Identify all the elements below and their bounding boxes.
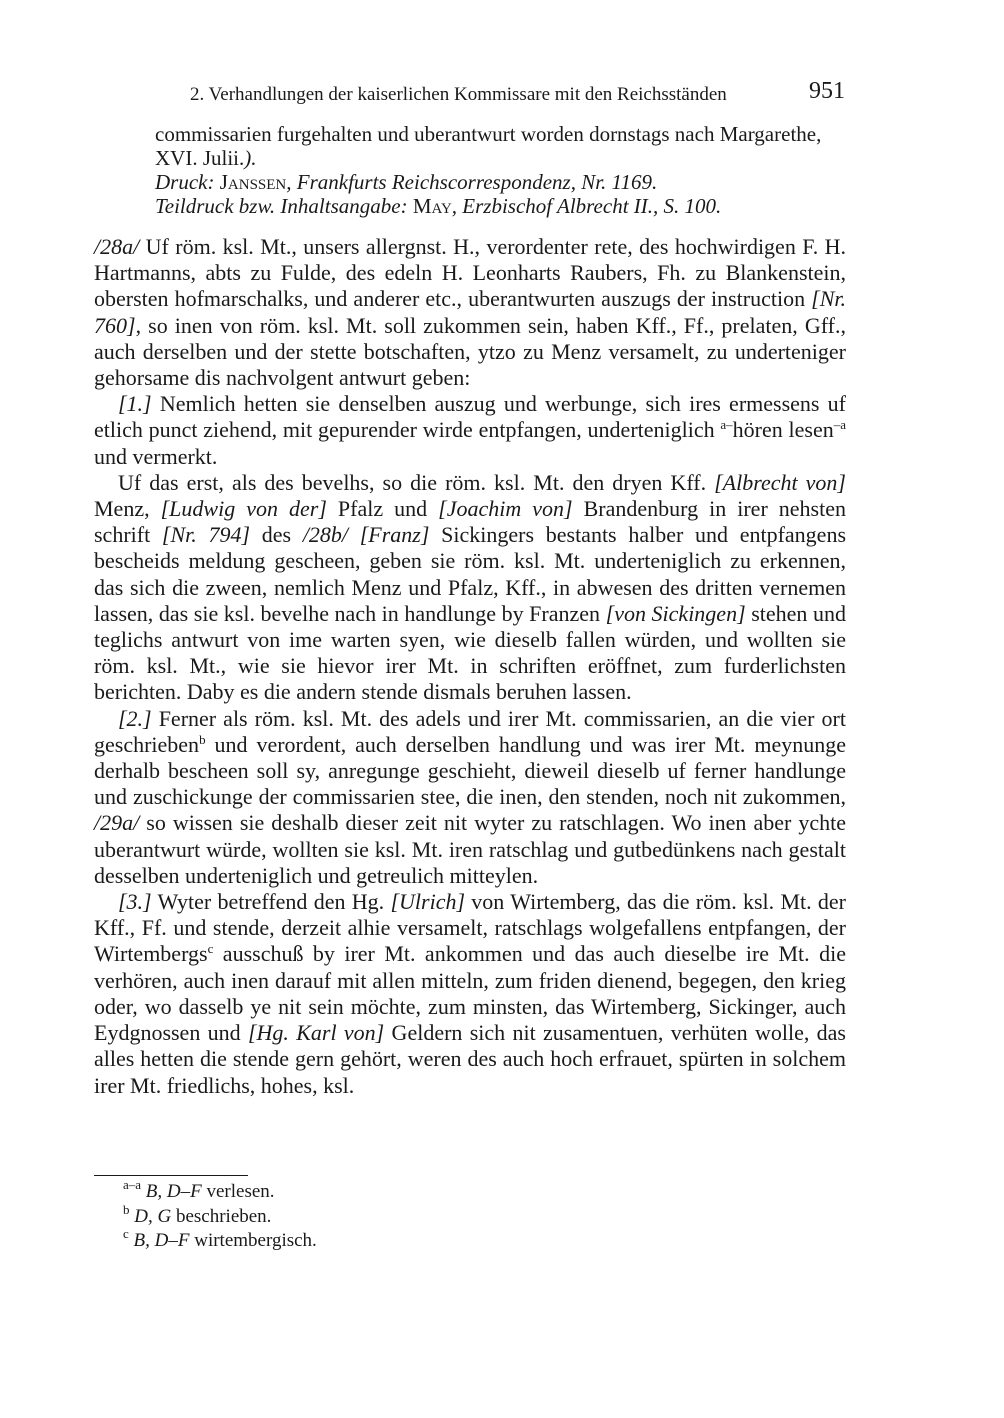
footnote-mark: –a (833, 417, 847, 433)
running-title: 2. Verhandlungen der kaiserlichen Kommissare mit den Reichsständen (190, 84, 727, 105)
folio-marker: /28a/ (94, 234, 140, 259)
editorial-insertion: [Hg. Karl von] (247, 1020, 385, 1046)
editorial-insertion: [Albrecht von] (714, 469, 846, 495)
introductory-note (155, 122, 845, 218)
footnote-mark: a–a (123, 1177, 142, 1192)
editorial-insertion: [Ulrich] (390, 889, 466, 915)
editorial-reference: [Nr. 794] (161, 522, 251, 548)
paragraph: [1.] Nemlich hetten sie denselben auszug und werbunge, sich ires ermessens uf etlich punct ziehend, mit gepurender wirde entpfangen, underteniglich $^{a-}$hören lesen$^{-a}$ und vermerkt. (94, 391, 847, 469)
footnote-mark: b (199, 731, 206, 747)
section-number: [1.] (118, 391, 152, 417)
paragraph: [2.] Ferner als röm. ksl. Mt. des adels und irer Mt. commissarien, an die vier ort geschrieben$^b$ und verordent, auch derselben handlung und was irer Mt. meynunge derhalb bescheen soll sy, anregunge geschieht, dieweil dieselb uf ferner handlunge und zuschickunge der commissarien stee, die inen, den stenden, noch nit zukommen, /29a/ so wissen sie deshalb dieser zeit nit wyter zu ratschlagen. Wo inen aber ychte uberantwurt würde, wollten sie ksl. Mt. iren ratschlag und gutbedünkens nach gestalt desselben underteniglich und getreulich mitteylen. (94, 705, 846, 888)
partial-print-reference: Teildruck bzw. Inhaltsangabe: May, Erzbischof Albrecht II., S. 100. (155, 194, 722, 218)
print-reference: Druck: Janssen, Frankfurts Reichscorrespondenz, Nr. 1169. (155, 170, 658, 194)
running-header (190, 78, 845, 108)
section-number: [2.] (118, 705, 152, 731)
paragraph: /28a/ Uf röm. ksl. Mt., unsers allergnst. H., verordenter rete, des hochwirdigen F. H. Hartmanns, abts zu Fulde, des edeln H. Leonharts Raubers, Fh. zu Blankenstein, obersten hofmarschalks, und anderer etc., uberantwurten auszugs der instruction [Nr. 760], so inen von röm. ksl. Mt. soll zukommen sein, haben Kff., Ff., prelaten, Gff., auch derselben und der stette botschaften, ytzo zu Menz versamelt, zu underteniger gehorsame dis nachvolgent antwurt geben: (94, 234, 846, 391)
section-number: [3.] (118, 889, 152, 915)
footnotes (123, 1177, 843, 1254)
footnote-mark: c (207, 941, 214, 957)
editorial-insertion: [Ludwig von der] (160, 496, 327, 522)
note-line: commissarien furgehalten und uberantwurt worden dornstags nach Margarethe, (155, 122, 822, 146)
footnote: $^c$ B, D–F wirtembergisch. (123, 1226, 317, 1251)
paragraph: [3.] Wyter betreffend den Hg. [Ulrich] von Wirtemberg, das die röm. ksl. Mt. der Kff., Ff. und stende, derzeit alhie versamelt, ratschlags wolgefallens entpfangen, der Wirtembergs$^c$ ausschuß by irer Mt. ankommen und das auch dieselbe ire Mt. die verhören, auch inen darauf mit allen mitteln, zum friden dienend, begegen, den krieg oder, wo dasselb ye nit sein möchte, zum minsten, das Wirtemberg, Sickinger, auch Eydgnossen und [Hg. Karl von] Geldern sich nit zusamentuen, verhüten wolle, das alles hetten die stende gern gehört, weren des auch hoch erfrauet, spürten in solchem irer Mt. friedlichs, hohes, ksl. (94, 889, 847, 1098)
footnote: $^b$ D, G beschrieben. (123, 1201, 272, 1227)
footnote-mark: b (123, 1201, 130, 1217)
folio-marker: /29a/ (94, 810, 140, 836)
folio-marker: /28b/ [Franz] (302, 522, 430, 548)
footnote-mark: c (123, 1226, 129, 1241)
footnote: $^{a-a}$ B, D–F verlesen. (123, 1177, 275, 1202)
footnote-mark: a– (720, 417, 733, 433)
author-name: Janssen (219, 170, 287, 194)
editorial-reference: [Nr. 760] (94, 286, 846, 338)
footnote-divider (94, 1175, 248, 1176)
page-number: 951 (809, 78, 845, 104)
main-text (94, 234, 846, 1099)
author-name: May (412, 194, 452, 218)
editorial-insertion: [Joachim von] (438, 496, 573, 522)
paragraph: Uf das erst, als des bevelhs, so die röm. ksl. Mt. den dryen Kff. [Albrecht von] Menz, [Ludwig von der] Pfalz und [Joachim von] Brandenburg in irer nehsten schrift [Nr. 794] des /28b/ [Franz] Sickingers bestants halber und entpfangens bescheids meldung gescheen, geben sie röm. ksl. Mt. underteniglich zu erkennen, das sich die zween, nemlich Menz und Pfalz, Kff., in abwesen des dritten vernemen lassen, das sie ksl. bevelhe nach in handlunge by Franzen [von Sickingen] stehen und teglichs antwurt von ime warten syen, wie dieselb fallen würden, und wollten sie röm. ksl. Mt., wie sie hievor irer Mt. in schriften eröffnet, zum furderlichsten berichten. Daby es die andern stende dismals beruhen lassen. (94, 469, 847, 705)
note-line: XVI. Julii.). (155, 146, 257, 170)
editorial-insertion: [von Sickingen] (605, 600, 746, 626)
